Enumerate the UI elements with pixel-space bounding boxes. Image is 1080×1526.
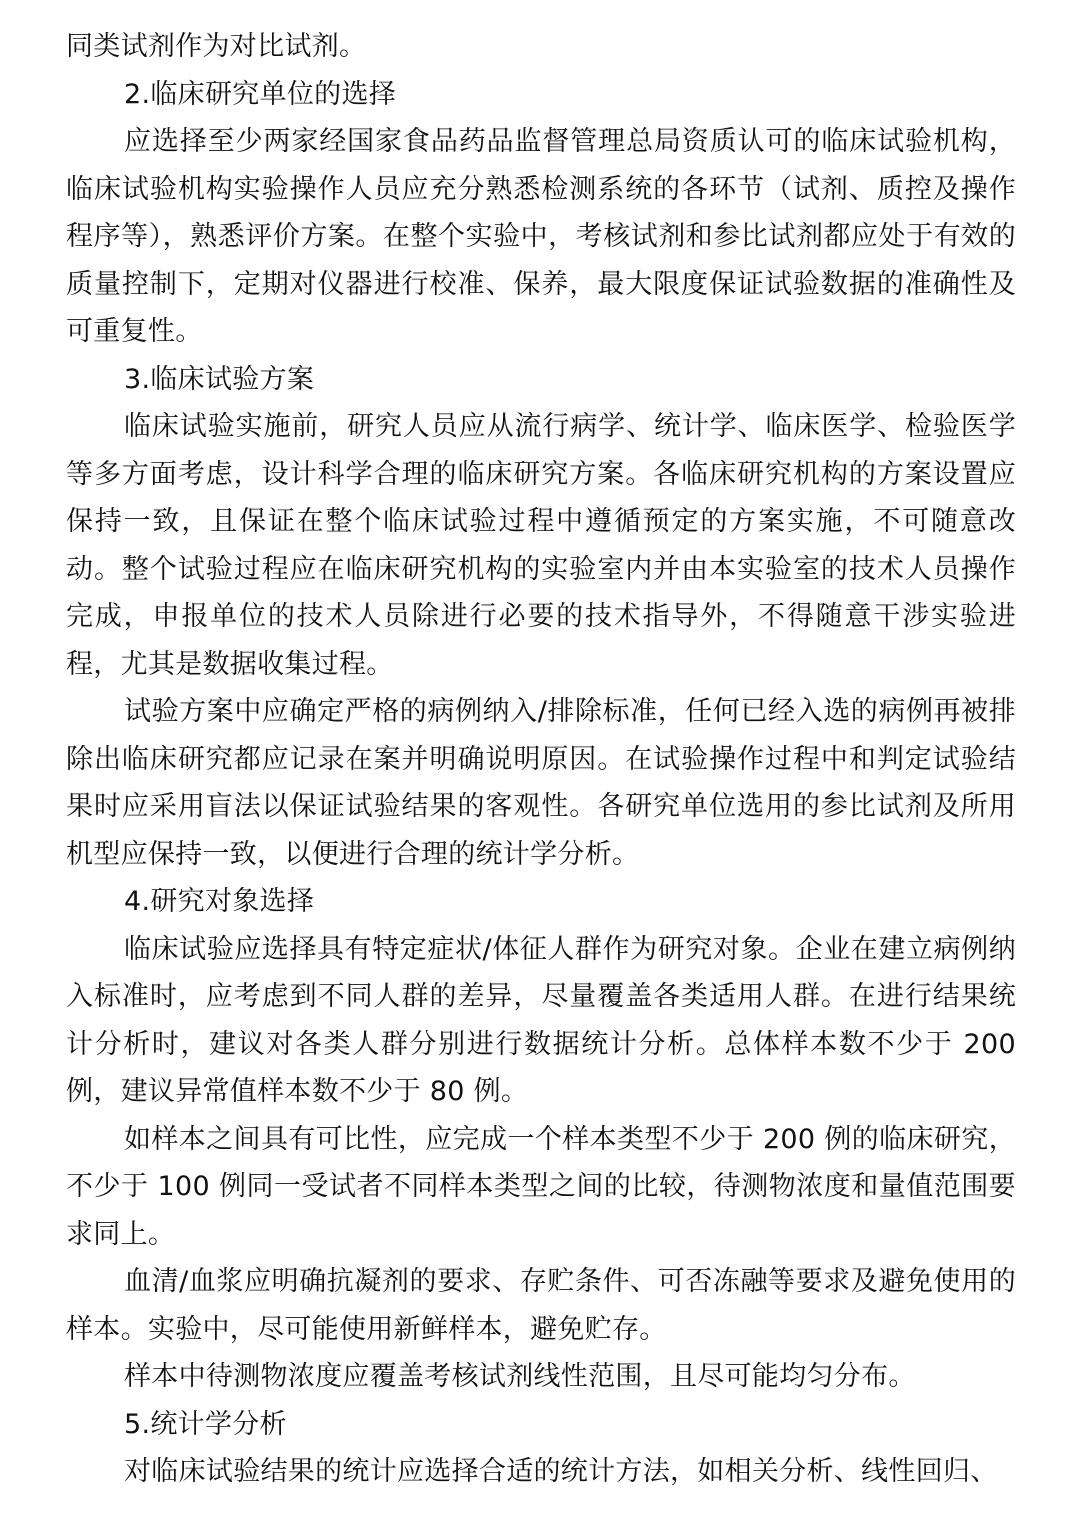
paragraph-subject-selection: 临床试验应选择具有特定症状/体征人群作为研究对象。企业在建立病例纳入标准时，应考虑到不同人群的差异，尽量覆盖各类适用人群。在进行结果统计分析时，建议对各类人群分别进行数据统计分析。总体样本数不少于 200 例，建议异常值样本数不少于 80 例。 — [66, 933, 1016, 1107]
section-heading-subject-selection: 4.研究对象选择 — [124, 886, 315, 917]
paragraph-concentration-range: 样本中待测物浓度应覆盖考核试剂线性范围，且尽可能均匀分布。 — [124, 1361, 916, 1392]
section-heading-trial-plan: 3.临床试验方案 — [124, 363, 315, 395]
paragraph-serum-plasma: 血清/血浆应明确抗凝剂的要求、存贮条件、可否冻融等要求及避免使用的样本。实验中，尽可能使用新鲜样本，避免贮存。 — [66, 1266, 1016, 1345]
paragraph-clinical-units: 应选择至少两家经国家食品药品监督管理总局资质认可的临床试验机构，临床试验机构实验操作人员应充分熟悉检测系统的各环节（试剂、质控及操作程序等），熟悉评价方案。在整个实验中，考核试剂和参比试剂都应处于有效的质量控制下，定期对仪器进行校准、保养，最大限度保证试验数据的准确性及可重复性。 — [66, 126, 1016, 347]
paragraph-statistics: 对临床试验结果的统计应选择合适的统计方法，如相关分析、线性回归、 — [124, 1456, 998, 1487]
section-heading-clinical-units: 2.临床研究单位的选择 — [124, 78, 397, 110]
paragraph-sample-comparability: 如样本之间具有可比性，应完成一个样本类型不少于 200 例的临床研究，不少于 100 例同一受试者不同样本类型之间的比较，待测物浓度和量值范围要求同上。 — [66, 1123, 1016, 1250]
paragraph-trial-plan: 临床试验实施前，研究人员应从流行病学、统计学、临床医学、检验医学等多方面考虑，设计科学合理的临床研究方案。各临床研究机构的方案设置应保持一致，且保证在整个临床试验过程中遵循预定的方案实施，不可随意改动。整个试验过程应在临床研究机构的实验室内并由本实验室的技术人员操作完成，申报单位的技术人员除进行必要的技术指导外，不得随意干涉实验进程，尤其是数据收集过程。 — [66, 411, 1016, 680]
section-heading-statistics: 5.统计学分析 — [124, 1408, 287, 1440]
document-body — [66, 23, 1016, 1496]
paragraph-comparison-reagent: 同类试剂作为对比试剂。 — [66, 31, 367, 62]
paragraph-inclusion-criteria: 试验方案中应确定严格的病例纳入/排除标准，任何已经入选的病例再被排除出临床研究都应记录在案并明确说明原因。在试验操作过程中和判定试验结果时应采用盲法以保证试验结果的客观性。各研究单位选用的参比试剂及所用机型应保持一致，以便进行合理的统计学分析。 — [66, 696, 1016, 870]
